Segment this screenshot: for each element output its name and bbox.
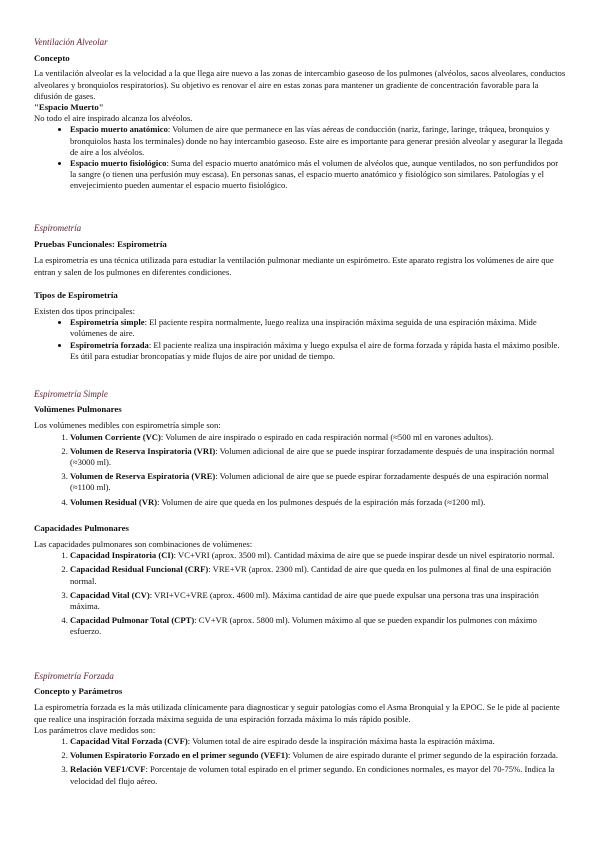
list-item (70, 736, 566, 747)
list-item-text: : VRE+VR (aprox. 2300 ml). Cantidad de aire que queda en los pulmones al final de una espiración normal. (70, 564, 552, 586)
list-item-term: Capacidad Residual Funcional (CRF) (70, 564, 209, 575)
paragraph: Existen dos tipos principales: (34, 306, 135, 317)
list-item (70, 550, 566, 561)
list-item (70, 615, 566, 637)
list-item (70, 764, 566, 786)
list-item (70, 471, 566, 493)
list-item (70, 158, 566, 192)
paragraph: Las capacidades pulmonares son combinaciones de volúmenes: (34, 539, 253, 550)
list-item-term: Volumen de Reserva Inspiratoria (VRI) (70, 445, 216, 456)
list-item-text: : Volumen de aire que permanece en las vías aéreas de conducción (nariz, faringe, laringe, tráquea, bronquios y bronquiolos hasta los terminales) donde no hay intercambio gaseoso. Este aire es importante para generar presión alveolar y asegurar la llegada de aire a los alvéolos. (70, 124, 563, 157)
list-item-term: Volumen Espiratorio Forzado en el primer segundo (VEF1) (70, 750, 288, 761)
subheading-concepto: Concepto (34, 53, 70, 64)
list-item-text: : Volumen de aire espirado durante el primer segundo de la espiración forzada. (287, 750, 559, 761)
paragraph: No todo el aire inspirado alcanza los alvéolos. (34, 113, 193, 124)
subheading-tipos: Tipos de Espirometría (34, 289, 118, 300)
list-item-term: Capacidad Vital (CV) (70, 589, 150, 600)
list-item-text: : VC+VRI (aprox. 3500 ml). Cantidad máxima de aire que se puede inspirar desde un nivel espiratorio normal. (173, 550, 555, 561)
list-item-text: : Volumen total de aire espirado desde la inspiración máxima hasta la espiración máxima. (187, 736, 495, 747)
paragraph: Los volúmenes medibles con espirometría simple son: (34, 420, 221, 431)
list-item (70, 317, 566, 339)
section-title: Espirometría Forzada (34, 671, 114, 681)
list-item-term: Capacidad Inspiratoria (CI) (70, 550, 174, 561)
list-item-text: : Volumen de aire inspirado o espirado en cada respiración normal (≈500 ml en varones adultos). (160, 431, 494, 442)
list-item (70, 750, 566, 761)
subheading-capacidades: Capacidades Pulmonares (34, 522, 129, 533)
section-ventilacion-alveolar (34, 37, 566, 192)
paragraph: Los parámetros clave medidos son: (34, 724, 156, 735)
paragraph: La ventilación alveolar es la velocidad a la que llega aire nuevo a las zonas de intercambio gaseoso de los pulmones (alvéolos, sacos alveolares, conductos alveolares y bronquiolos respiratorios). Su objetivo es renovar el aire en estas zonas para mantener un gradiente de concentración favorable para la difusión de gases. (34, 68, 566, 101)
list-item-term: Volumen Residual (VR) (70, 496, 158, 507)
list-item-term: Espirometría simple (70, 317, 145, 328)
list-item-text: : VRI+VC+VRE (aprox. 4600 ml). Máxima cantidad de aire que puede expulsar una persona tras una inspiración máxima. (70, 589, 539, 612)
paragraph: La espirometría forzada es la más utilizada clínicamente para diagnosticar y seguir patologías como el Asma Bronquial y la EPOC. Se le pide al paciente que realice una inspiración forzada máxima seguida de una espiración forzada máxima lo más rápido posible. (34, 702, 560, 724)
list-item-term: Espirometría forzada (70, 339, 149, 350)
paragraph: La espirometría es una técnica utilizada para estudiar la ventilación pulmonar mediante un espirómetro. Este aparato registra los volúmenes de aire que entran y salen de los pulmones en diferentes condiciones. (34, 255, 554, 277)
list-item-text: : Volumen adicional de aire que se puede espirar forzadamente después de una espiración normal (≈1100 ml). (70, 471, 549, 493)
list-item (70, 432, 566, 443)
subheading-volumenes: Volúmenes Pulmonares (34, 404, 122, 415)
section-title: Ventilación Alveolar (34, 37, 108, 47)
numbered-list (34, 736, 566, 787)
list-item-text: : Suma del espacio muerto anatómico más el volumen de alvéolos que, aunque ventilados, no son perfundidos por la sangre (o tienen una perfusión muy escasa). En personas sanas, el espacio muerto anatómico y fisiológico son similares. Patologías y el envejecimiento pueden aumentar el espacio muerto fisiológico. (70, 158, 559, 191)
list-item-text: : Porcentaje de volumen total espirado en el primer segundo. En condiciones normales, es mayor del 70-75%. Indica la velocidad del flujo aéreo. (70, 764, 555, 786)
list-item-text: : CV+VR (aprox. 5800 ml). Volumen máximo al que se pueden expandir los pulmones con máximo esfuerzo. (70, 615, 537, 637)
list-item (70, 340, 566, 362)
subheading-espacio-muerto: "Espacio Muerto" (34, 102, 104, 113)
section-espirometria-simple (34, 389, 566, 638)
subheading-concepto-parametros: Concepto y Parámetros (34, 686, 123, 697)
list-item-term: Capacidad Pulmonar Total (CPT) (70, 615, 195, 626)
list-item (70, 124, 566, 158)
list-item (70, 497, 566, 508)
bullet-list (34, 124, 566, 191)
list-item-text: : El paciente respira normalmente, luego realiza una inspiración máxima seguida de una espiración máxima. Mide volúmenes de aire. (70, 317, 537, 339)
section-title: Espirometría (34, 223, 82, 233)
list-item-text: : Volumen de aire que queda en los pulmones después de la espiración más forzada (≈1200 ml). (157, 496, 486, 507)
numbered-list (34, 432, 566, 508)
bullet-list (34, 317, 566, 362)
list-item-term: Relación VEF1/CVF (70, 764, 146, 775)
list-item-text: : Volumen adicional de aire que se puede inspirar forzadamente después de una inspiración normal (≈3000 ml). (70, 445, 555, 468)
section-espirometria-forzada (34, 671, 566, 787)
list-item (70, 564, 566, 586)
list-item-term: Espacio muerto fisiológico (70, 158, 167, 169)
list-item-term: Volumen de Reserva Espiratoria (VRE) (70, 471, 216, 482)
list-item-term: Volumen Corriente (VC) (70, 431, 161, 442)
list-item (70, 446, 566, 468)
numbered-list (34, 550, 566, 637)
list-item-text: : El paciente realiza una inspiración máxima y luego expulsa el aire de forma forzada y rápida hasta el máximo posible. Es útil para estudiar broncopatías y mide flujos de aire por unidad de tiempo. (70, 339, 560, 361)
list-item-term: Capacidad Vital Forzada (CVF) (70, 736, 188, 747)
list-item-term: Espacio muerto anatómico (70, 124, 168, 135)
list-item (70, 590, 566, 612)
section-espirometria (34, 223, 566, 362)
section-title: Espirometría Simple (34, 389, 108, 399)
subheading-pruebas: Pruebas Funcionales: Espirometría (34, 239, 167, 250)
